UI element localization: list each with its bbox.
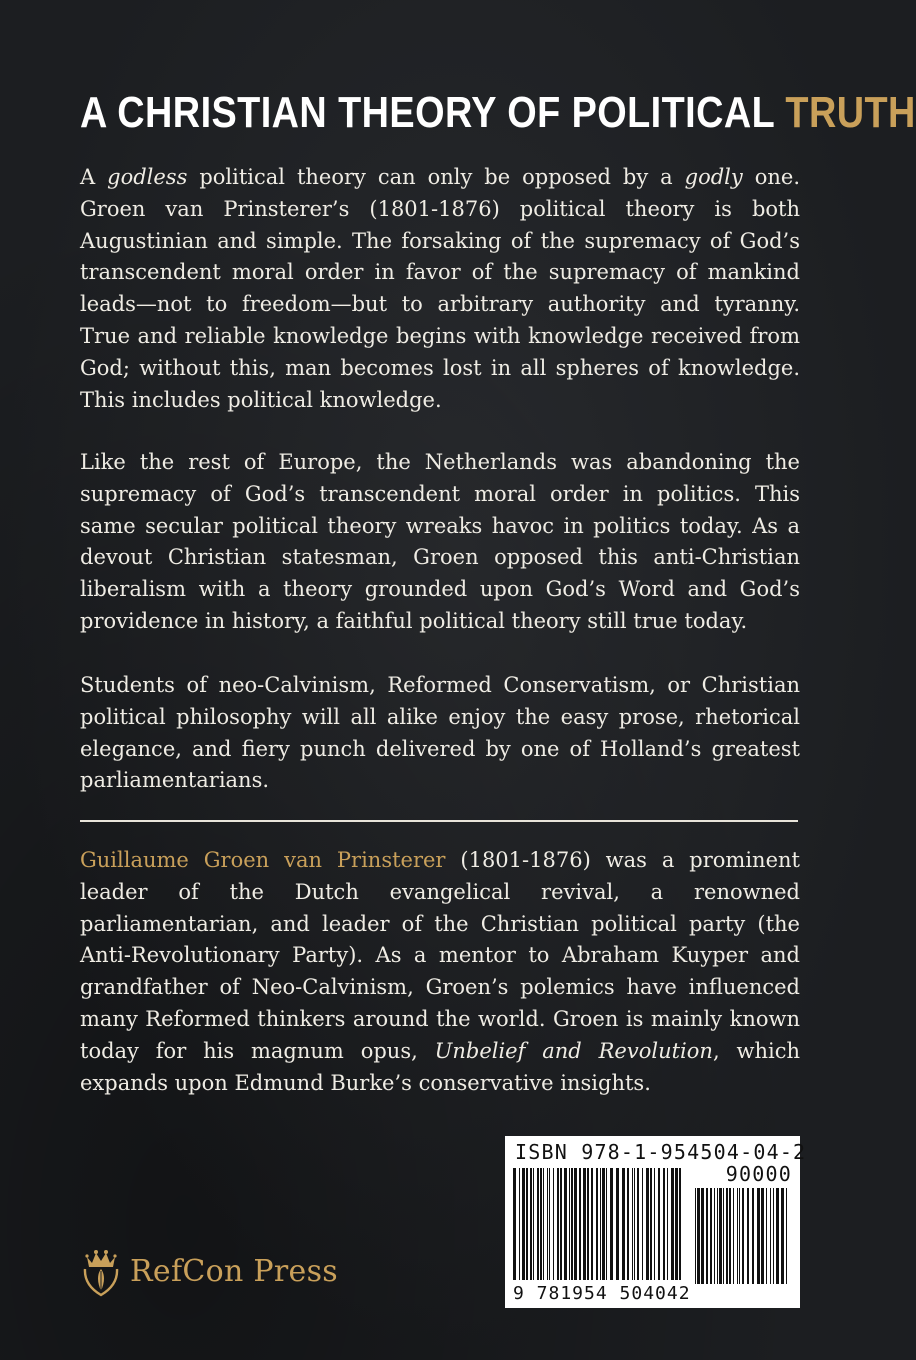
barcode-bar: [761, 1188, 764, 1284]
barcode-bar: [747, 1188, 749, 1284]
title-accent-word: TRUTH: [785, 88, 916, 137]
barcode-bar: [610, 1168, 613, 1280]
barcode-bar: [622, 1168, 625, 1280]
barcode-bar: [646, 1168, 649, 1280]
book-title-italic: Unbelief and Revolution: [434, 1038, 713, 1063]
barcode-digits: 9 781954 504042: [513, 1283, 691, 1304]
barcode-bar: [642, 1168, 643, 1280]
barcode-bar: [569, 1168, 570, 1280]
isbn-barcode: [505, 1136, 807, 1308]
isbn-label: ISBN 978-1-954504-04-2: [515, 1140, 807, 1164]
barcode-bar: [540, 1168, 542, 1280]
cover-title: [80, 88, 916, 138]
bio-text: , which expands upon Edmund Burke’s conservative insights.: [80, 1038, 800, 1095]
barcode-bar: [543, 1168, 544, 1280]
barcode-bar: [776, 1188, 779, 1284]
publisher-name: RefCon Press: [130, 1253, 338, 1289]
barcode-bar: [513, 1168, 516, 1280]
barcode-bar: [737, 1188, 738, 1284]
barcode-bar: [583, 1168, 586, 1280]
barcode-bar: [729, 1188, 731, 1284]
barcode-bar: [557, 1168, 559, 1280]
barcode-bar: [773, 1188, 774, 1284]
barcode-bar: [564, 1168, 567, 1280]
barcode-bar: [757, 1188, 760, 1284]
barcode-bar: [742, 1188, 744, 1284]
barcode-bar: [654, 1168, 655, 1280]
barcode-bar: [579, 1168, 581, 1280]
title-main: A CHRISTIAN THEORY OF POLITICAL: [80, 88, 775, 137]
barcode-bar: [701, 1188, 704, 1284]
barcode-bar: [719, 1188, 722, 1284]
blurb-text: political theory can only be opposed by a: [187, 165, 685, 189]
barcode-bar: [752, 1188, 754, 1284]
author-bio: [80, 845, 800, 1099]
author-name: Guillaume Groen van Prinsterer: [80, 848, 446, 872]
barcode-bar: [766, 1188, 767, 1284]
barcode-bar: [596, 1168, 598, 1280]
blurb-text: one. Groen van Prinsterer’s (1801-1876) political theory is both Augustinian and simple. The forsaking of the supremacy of God’s transcendent moral order in favor of the supremacy of mankind leads—not to freedom—but to arbitrary authority and tyranny. True and reliable knowledge begins with knowledge received from God; without this, man becomes lost in all spheres of knowledge. This includes political knowledge.: [80, 165, 800, 412]
barcode-bar: [671, 1168, 674, 1280]
barcode-bar: [667, 1168, 668, 1280]
barcode-bar: [627, 1168, 629, 1280]
barcode-bar: [530, 1168, 532, 1280]
blurb-emphasis-godly: godly: [684, 165, 743, 189]
divider-rule: [80, 820, 798, 822]
barcode-bar: [675, 1168, 678, 1280]
barcode-bar: [697, 1188, 700, 1284]
barcode-bar: [723, 1188, 724, 1284]
blurb-emphasis-godless: godless: [107, 165, 188, 189]
barcode-bar: [710, 1188, 712, 1284]
crown-quill-icon: [80, 1245, 122, 1297]
barcode-bar: [634, 1168, 635, 1280]
barcode-bars-main: [513, 1168, 683, 1280]
barcode-bar: [679, 1168, 681, 1280]
price-code: 90000: [725, 1162, 792, 1186]
barcode-bar: [547, 1168, 548, 1280]
barcode-bar: [632, 1168, 633, 1280]
barcode-bar: [650, 1168, 652, 1280]
barcode-bar: [522, 1168, 525, 1280]
barcode-bar: [537, 1168, 539, 1280]
barcode-bar: [717, 1188, 718, 1284]
barcode-bar: [553, 1168, 554, 1280]
barcode-bar: [616, 1168, 619, 1280]
barcode-bar: [600, 1168, 601, 1280]
barcode-bar: [549, 1168, 550, 1280]
barcode-bar: [695, 1188, 696, 1284]
barcode-bar: [714, 1188, 715, 1284]
blurb-text: A: [80, 165, 108, 189]
barcode-bar: [571, 1168, 573, 1280]
barcode-bar: [574, 1168, 577, 1280]
barcode-bar: [726, 1188, 728, 1284]
blurb-paragraph-2: Like the rest of Europe, the Netherlands was abandoning the supremacy of God’s transcendent moral order in politics. This same secular political theory wreaks havoc in politics today. As a devout Christian statesman, Groen opposed this anti-Christian liberalism with a theory grounded upon God’s Word and God’s providence in history, a faithful political theory still true today.: [80, 450, 800, 633]
barcode-bar: [663, 1168, 665, 1280]
bio-text: (1801-1876) was a prominent leader of the Dutch evangelical revival, a renowned parliamentarian, and leader of the Christian political party (the Anti-Revolutionary Party). As a mentor to Abraham Kuyper and grandfather of Neo-Calvinism, Groen’s polemics have influenced many Reformed thinkers around the world. Groen is mainly known today for his magnum opus,: [80, 848, 800, 1063]
barcode-bar: [733, 1188, 734, 1284]
barcode-bar: [637, 1168, 639, 1280]
barcode-bar: [591, 1168, 593, 1280]
barcode-bar: [533, 1168, 534, 1280]
barcode-bars-addon: [695, 1188, 790, 1284]
barcode-bar: [706, 1188, 708, 1284]
barcode-bar: [658, 1168, 660, 1280]
barcode-bar: [770, 1188, 771, 1284]
barcode-bar: [781, 1188, 784, 1284]
blurb-paragraph-1: [80, 162, 800, 416]
blurb-paragraph-3: Students of neo-Calvinism, Reformed Conservatism, or Christian political philosophy will all alike enjoy the easy prose, rhetorical elegance, and fiery punch delivered by one of Holland’s greatest parliamentarians.: [80, 673, 800, 793]
barcode-bar: [526, 1168, 528, 1280]
barcode-bar: [606, 1168, 607, 1280]
barcode-bar: [587, 1168, 589, 1280]
barcode-bar: [560, 1168, 562, 1280]
barcode-bar: [739, 1188, 740, 1284]
barcode-bar: [786, 1188, 787, 1284]
publisher-logo: [80, 1245, 338, 1297]
barcode-bar: [519, 1168, 520, 1280]
barcode-bar: [602, 1168, 605, 1280]
